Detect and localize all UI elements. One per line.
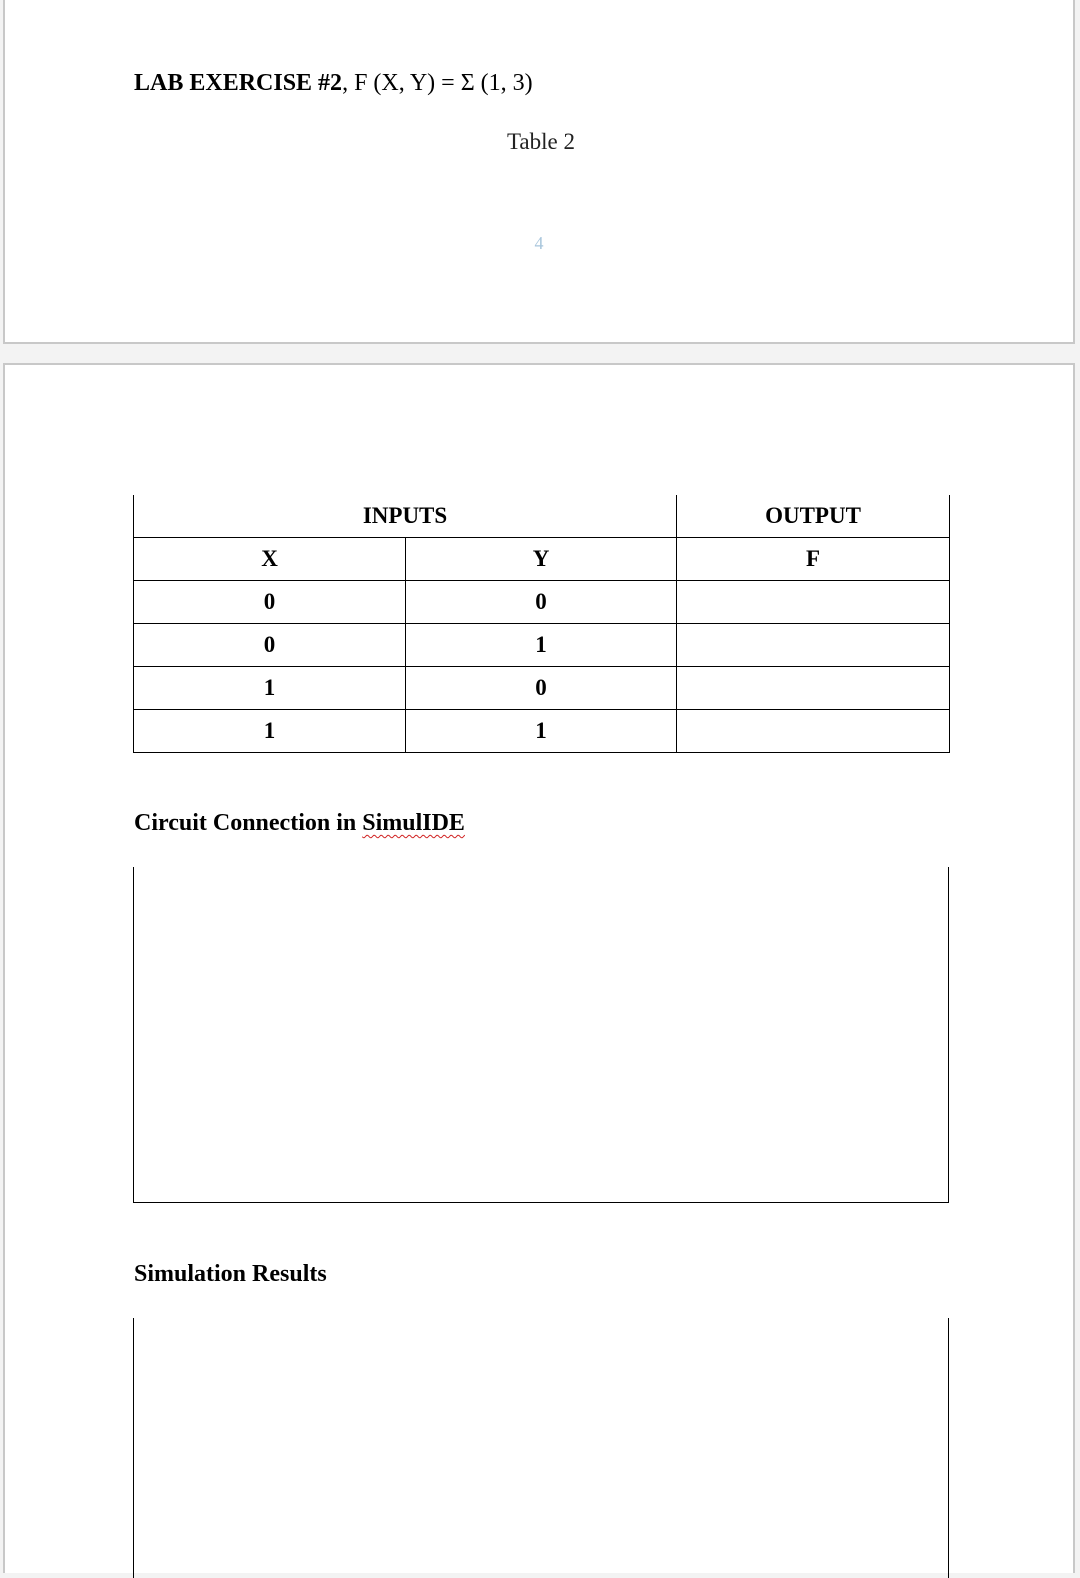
- column-header-y: Y: [406, 538, 677, 581]
- circuit-connection-heading: Circuit Connection in SimulIDE: [134, 810, 465, 836]
- table-caption: Table 2: [506, 129, 575, 154]
- cell-y[interactable]: 1: [406, 624, 677, 667]
- cell-y[interactable]: 0: [406, 581, 677, 624]
- cell-x[interactable]: 0: [134, 581, 406, 624]
- cell-f[interactable]: [677, 624, 950, 667]
- table-row: [134, 667, 950, 710]
- table-row: [134, 710, 950, 753]
- circuit-answer-box[interactable]: [133, 867, 949, 1203]
- simulation-answer-box[interactable]: [133, 1318, 949, 1578]
- page-2: [3, 363, 1075, 1573]
- truth-table: [133, 495, 950, 753]
- column-header-x: X: [134, 538, 406, 581]
- output-header: OUTPUT: [677, 495, 950, 538]
- inputs-header: INPUTS: [134, 495, 677, 538]
- column-header-row: [134, 538, 950, 581]
- cell-y[interactable]: 0: [406, 667, 677, 710]
- cell-f[interactable]: [677, 667, 950, 710]
- table-row: [134, 581, 950, 624]
- simulation-results-heading: Simulation Results: [134, 1261, 327, 1287]
- page-number: 4: [534, 233, 544, 253]
- cell-x[interactable]: 1: [134, 710, 406, 753]
- cell-y[interactable]: 1: [406, 710, 677, 753]
- table-row: [134, 624, 950, 667]
- cell-x[interactable]: 0: [134, 624, 406, 667]
- cell-x[interactable]: 1: [134, 667, 406, 710]
- column-header-f: F: [677, 538, 950, 581]
- lab-exercise-title: LAB EXERCISE #2, F (X, Y) = Σ (1, 3): [134, 70, 533, 96]
- cell-f[interactable]: [677, 710, 950, 753]
- cell-f[interactable]: [677, 581, 950, 624]
- page-1: [3, 0, 1075, 344]
- group-header-row: [134, 495, 950, 538]
- spellcheck-word: SimulIDE: [362, 810, 465, 836]
